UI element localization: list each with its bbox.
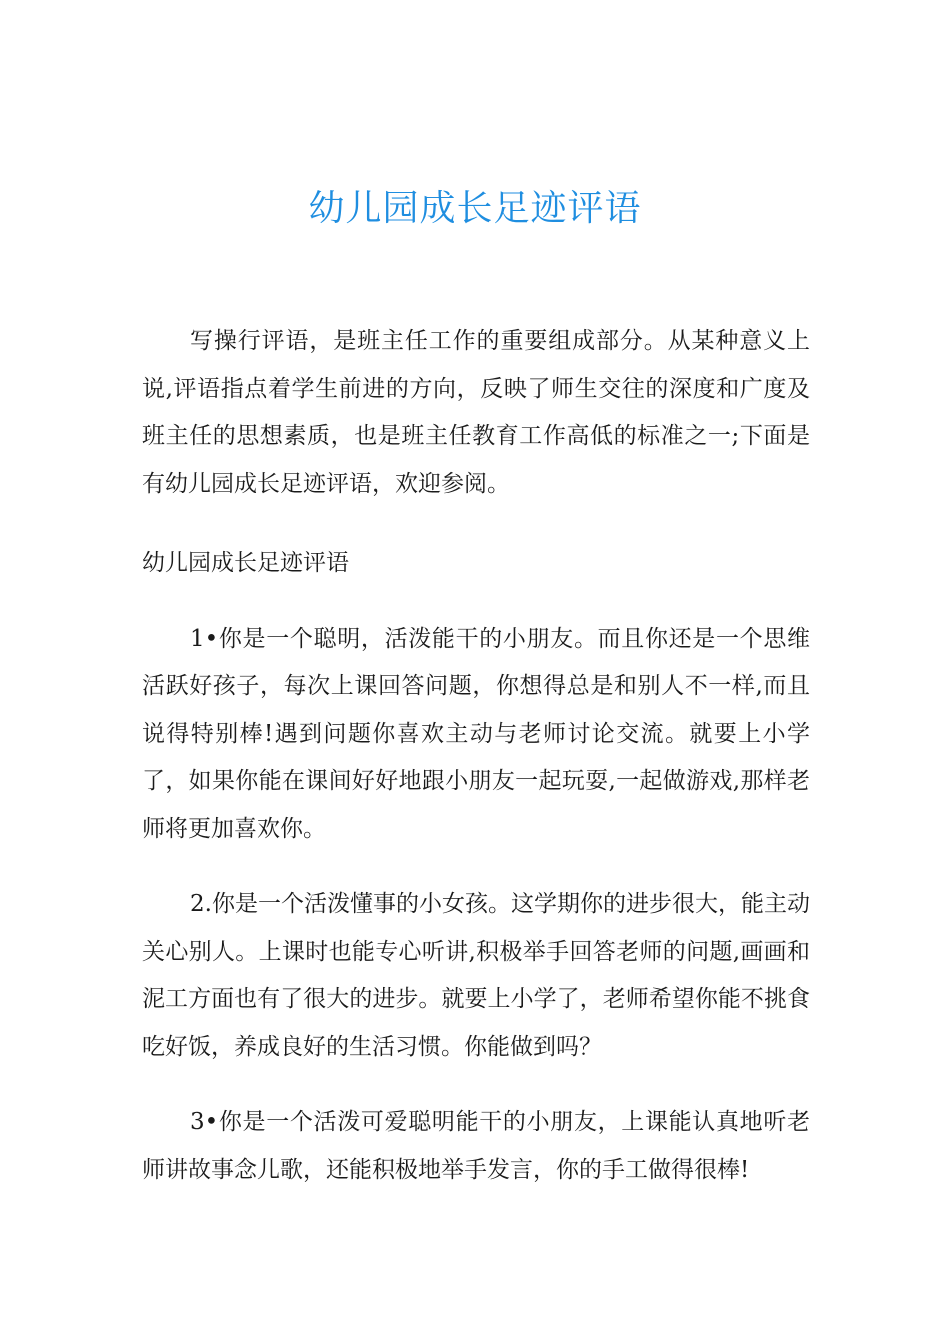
document-title: 幼儿园成长足迹评语: [308, 188, 642, 229]
comment-item-2: 2.你是一个活泼懂事的小女孩。这学期你的进步很大，能主动关心别人。上课时也能专心听讲,积极举手回答老师的问题,画画和泥工方面也有了很大的进步。就要上小学了，老师希望你能不挑食吃好饭，养成良好的生活习惯。你能做到吗？: [142, 891, 810, 1060]
subheading: 幼儿园成长足迹评语: [142, 550, 349, 576]
comment-item-3: 3•你是一个活泼可爱聪明能干的小朋友，上课能认真地听老师讲故事念儿歌，还能积极地举手发言，你的手工做得很棒!: [142, 1109, 810, 1183]
intro-paragraph: 写操行评语，是班主任工作的重要组成部分。从某种意义上说,评语指点着学生前进的方向，反映了师生交往的深度和广度及班主任的思想素质，也是班主任教育工作高低的标准之一;下面是有幼儿园成长足迹评语，欢迎参阅。: [142, 328, 810, 497]
comment-item-1: 1•你是一个聪明，活泼能干的小朋友。而且你还是一个思维活跃好孩子，每次上课回答问题，你想得总是和别人不一样,而且说得特别棒!遇到问题你喜欢主动与老师讨论交流。就要上小学了，如果你能在课间好好地跟小朋友一起玩耍,一起做游戏,那样老师将更加喜欢你。: [142, 625, 810, 842]
document-body: [142, 318, 810, 1222]
